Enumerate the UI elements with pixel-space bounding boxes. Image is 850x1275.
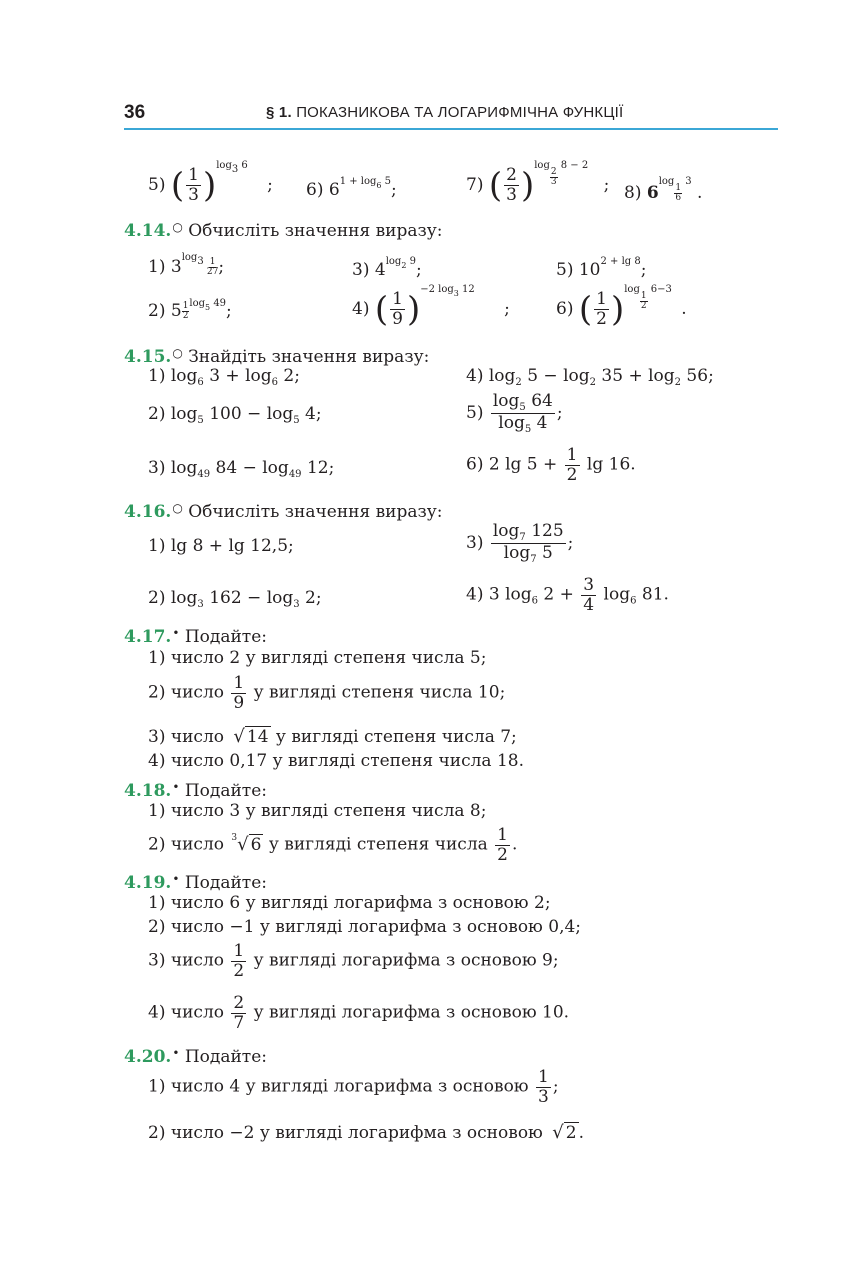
item-label: 1) — [148, 366, 166, 386]
prev-item-5: 5) ( $\frac{1}{3}$ )$^{log3 6}$ ; — [148, 160, 273, 206]
p420-item-1: 1) число 4 у вигляді логарифма з основою $\frac{1}{3}$ ; — [148, 1067, 559, 1107]
p418-item-1: 1) число 3 у вигляді степеня числа 8; — [148, 801, 487, 821]
item-label: 2) — [148, 404, 166, 424]
task-text: Подайте: — [184, 781, 267, 801]
p414-item-5: 5) $10^{2 + lg 8}$; — [556, 256, 647, 280]
p416-item-1: 1) lg 8 + lg 12,5; — [148, 536, 294, 556]
problem-number: 4.15. — [124, 347, 172, 367]
item-label: 6) — [306, 180, 324, 200]
p414-item-6: 6) ( $\frac{1}{2}$ )$^{log \frac{1}{2} 6-3}$ . — [556, 284, 687, 330]
problem-4-16-heading — [124, 497, 443, 523]
problem-4-15-heading — [124, 342, 429, 368]
p416-item-3: 3) $\frac{\log_7 125}{\log_7 5}$ ; — [466, 521, 574, 565]
difficulty-mark: • — [172, 626, 180, 640]
task-text: Подайте: — [184, 627, 267, 647]
p416-item-4: 4) 3 $\log_6 2$ + $\frac{3}{4}$ $\log_6 81$. — [466, 575, 669, 615]
item-label: 4) — [466, 366, 484, 386]
difficulty-mark: • — [172, 1046, 180, 1060]
item-label: 5) — [466, 403, 484, 423]
item-label: 7) — [466, 175, 484, 195]
item-label: 3) — [148, 458, 166, 478]
p419-item-2: 2) число −1 у вигляді логарифма з основою 0,4; — [148, 917, 582, 937]
task-text: Знайдіть значення виразу: — [188, 347, 430, 367]
item-label: 2) — [148, 301, 166, 321]
task-text: Обчисліть значення виразу: — [188, 221, 443, 241]
item-label: 1) — [148, 257, 166, 277]
difficulty-mark: • — [172, 780, 180, 794]
problem-4-18-heading — [124, 776, 267, 802]
problem-number: 4.16. — [124, 502, 172, 522]
p419-item-3: 3) число $\frac{1}{2}$ у вигляді логарифма з основою 9; — [148, 941, 559, 981]
p419-item-1: 1) число 6 у вигляді логарифма з основою 2; — [148, 893, 551, 913]
p414-item-4: 4) ( $\frac{1}{9}$ )$^{-2 log_3 12}$ ; — [352, 284, 510, 330]
p414-item-3: 3) $4^{log_2 9}$; — [352, 256, 422, 280]
task-text: Подайте: — [184, 1047, 267, 1067]
p417-item-2: 2) число $\frac{1}{9}$ у вигляді степеня числа 10; — [148, 673, 506, 713]
item-label: 3) — [466, 533, 484, 553]
difficulty-mark: • — [172, 872, 180, 886]
p415-item-6: 6) 2 lg 5 + $\frac{1}{2}$ lg 16. — [466, 445, 636, 485]
p415-item-2: 2) $\log_5 100 - \log_5 4$; — [148, 404, 322, 426]
p418-item-2: 2) число $^3$√ 6 у вигляді степеня числа $\frac{1}{2}$ . — [148, 825, 518, 865]
section-title: ПОКАЗНИКОВА ТА ЛОГАРИФМІЧНА ФУНКЦІЇ — [296, 104, 624, 121]
problem-number: 4.19. — [124, 873, 172, 893]
problem-4-17-heading — [124, 622, 267, 648]
prev-item-6: 6) $6^{1 + log_6 5}$; — [306, 176, 397, 200]
header-rule — [124, 128, 778, 130]
item-label: 5) — [148, 175, 166, 195]
task-text: Подайте: — [184, 873, 267, 893]
item-label: 3) — [352, 260, 370, 280]
p415-item-4: 4) $\log_2 5 - \log_2 35 + \log_2 56$; — [466, 366, 714, 388]
item-label: 4) — [466, 584, 484, 605]
p417-item-4: 4) число 0,17 у вигляді степеня числа 18. — [148, 751, 524, 771]
task-text: Обчисліть значення виразу: — [188, 502, 443, 522]
problem-number: 4.14. — [124, 221, 172, 241]
difficulty-mark: ○ — [172, 346, 183, 360]
problem-number: 4.18. — [124, 781, 172, 801]
page-number: 36 — [124, 102, 146, 123]
p419-item-4: 4) число $\frac{2}{7}$ у вигляді логарифма з основою 10. — [148, 993, 570, 1033]
item-label: 6) — [466, 454, 484, 475]
item-label: 2) — [148, 588, 166, 608]
difficulty-mark: ○ — [172, 220, 183, 234]
problem-4-20-heading — [124, 1042, 267, 1068]
item-label: 1) — [148, 536, 166, 556]
p414-item-2: 2) 5 $^{\frac{1}{2} log_5 49}$; — [148, 298, 232, 321]
p415-item-3: 3) $\log_{49} 84 - \log_{49} 12$; — [148, 458, 335, 480]
p415-item-1: 1) $\log_6 3 + \log_6 2$; — [148, 366, 300, 388]
item-label: 6) — [556, 299, 574, 319]
item-label: 5) — [556, 260, 574, 280]
difficulty-mark: ○ — [172, 501, 183, 515]
problem-4-19-heading — [124, 868, 267, 894]
problem-number: 4.17. — [124, 627, 172, 647]
prev-item-7: 7) ( $\frac{2}{3}$ )$^{log \frac{2}{3} 8 - 2}$ ; — [466, 160, 610, 206]
p420-item-2: 2) число −2 у вигляді логарифма з основою √ 2 . — [148, 1122, 584, 1143]
problem-number: 4.20. — [124, 1047, 172, 1067]
item-label: 8) — [624, 183, 642, 203]
p416-item-2: 2) $\log_3 162 - \log_3 2$; — [148, 588, 322, 610]
item-label: 4) — [352, 299, 370, 319]
running-head — [266, 104, 623, 121]
p417-item-3: 3) число √ 14 у вигляді степеня числа 7; — [148, 726, 517, 747]
problem-4-14-heading — [124, 216, 443, 242]
section-mark: § 1. — [266, 104, 292, 121]
p414-item-1: 1) $3^{log3 \frac{1}{27}}$ ; — [148, 252, 225, 277]
p417-item-1: 1) число 2 у вигляді степеня числа 5; — [148, 648, 487, 668]
p415-item-5: 5) $\frac{\log_5 64}{\log_5 4}$ ; — [466, 391, 563, 435]
prev-item-8: 8) $6^{log \frac{1}{6} 3}$ . — [624, 176, 703, 203]
